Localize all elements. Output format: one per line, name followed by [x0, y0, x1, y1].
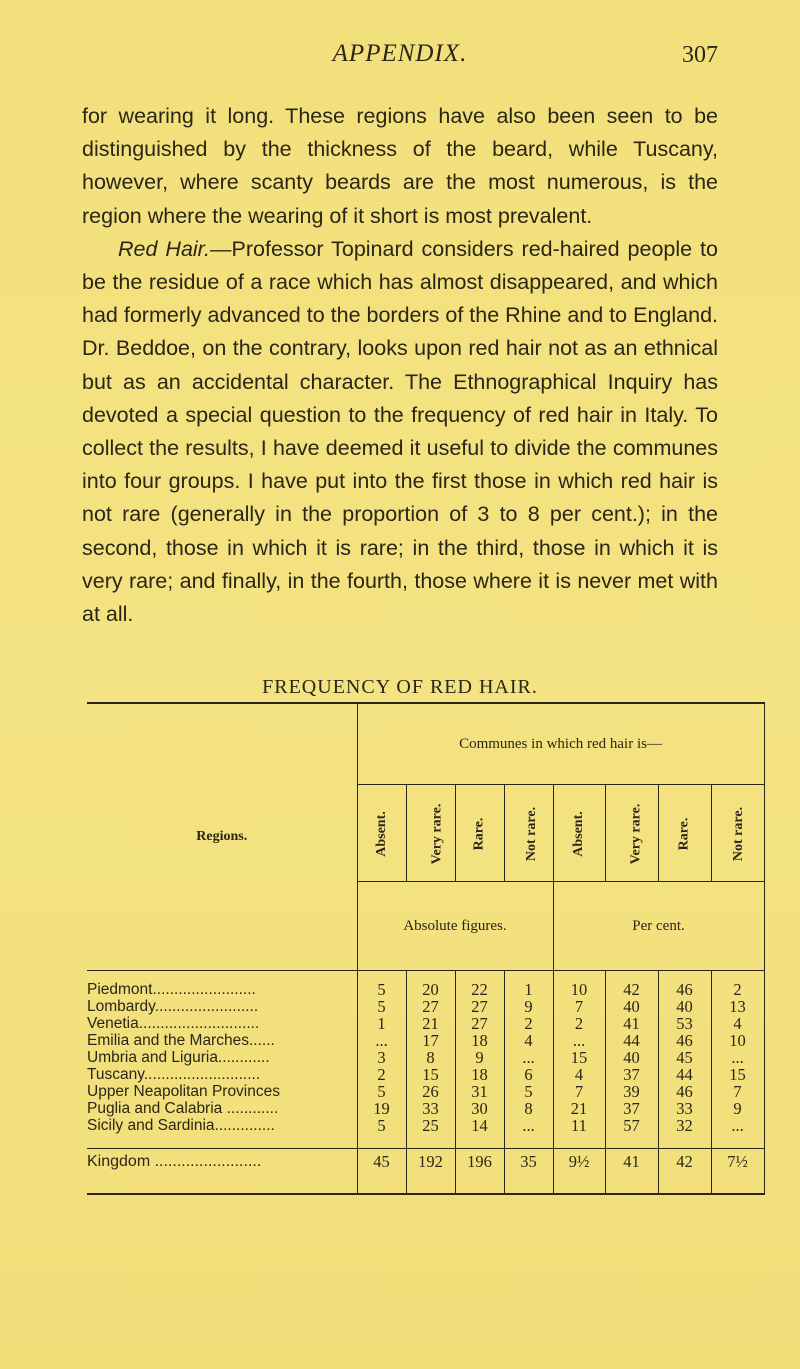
table-row: [87, 1083, 764, 1100]
col-absent-abs: Absent.: [357, 785, 406, 882]
table-cell: 33: [406, 1100, 455, 1117]
table-row: [87, 1049, 764, 1066]
table-cell: 31: [455, 1083, 504, 1100]
per-cent-header: Per cent.: [553, 882, 764, 971]
table-cell: 2: [711, 971, 764, 999]
table-cell: 4: [504, 1032, 553, 1049]
total-row: [87, 1149, 764, 1195]
col-rare-abs: Rare.: [455, 785, 504, 882]
paragraph-red-hair: [82, 233, 718, 631]
communes-header: Communes in which red hair is—: [357, 703, 764, 785]
table-cell: 5: [357, 998, 406, 1015]
paragraph-beard: for wearing it long. These regions have also been seen to be distinguished by the thickness of the beard, while Tuscany, however, where scanty beards are the most numerous, is the region where the wearing of it short is most prevalent.: [82, 104, 718, 228]
table-cell: 37: [605, 1100, 658, 1117]
red-hair-text: —Professor Topinard considers red-haired people to be the residue of a race which has almost disappeared, and which had formerly advanced to the borders of the Rhine and to England. Dr. Beddoe, on the contrary, looks upon red hair not as an ethnical but as an accidental character. The Ethnographical Inquiry has devoted a special question to the frequency of red hair in Italy. To collect the results, I have deemed it useful to divide the communes into four groups. I have put into the first those in which red hair is not rare (generally in the proportion of 3 to 8 per cent.); in the second, those in which it is rare; in the third, those in which it is very rare; and finally, in the fourth, those where it is never met with at all.: [82, 236, 718, 627]
table-cell: 27: [455, 1015, 504, 1032]
region-name: Piedmont........................: [87, 971, 357, 999]
table-cell: 9: [711, 1100, 764, 1117]
table-cell: 7: [553, 998, 605, 1015]
col-very-rare-pct: Very rare.: [605, 785, 658, 882]
region-name: Puglia and Calabria ............: [87, 1100, 357, 1117]
table-cell: 8: [406, 1049, 455, 1066]
region-name: Venetia............................: [87, 1015, 357, 1032]
table-row: [87, 1032, 764, 1049]
region-name: Upper Neapolitan Provinces: [87, 1083, 357, 1100]
table-cell: ...: [504, 1117, 553, 1149]
table-cell: 9: [455, 1049, 504, 1066]
table-cell: 14: [455, 1117, 504, 1149]
table-row: [87, 1066, 764, 1083]
table-cell: 15: [553, 1049, 605, 1066]
table-cell: 21: [406, 1015, 455, 1032]
table-cell: 57: [605, 1117, 658, 1149]
table-row: [87, 998, 764, 1015]
table-cell: 15: [406, 1066, 455, 1083]
table-cell: 4: [553, 1066, 605, 1083]
table-cell: 37: [605, 1066, 658, 1083]
page-number: 307: [682, 42, 718, 68]
table-cell: 46: [658, 1083, 711, 1100]
table-cell: 7½: [711, 1149, 764, 1195]
table-cell: 7: [711, 1083, 764, 1100]
table-cell: ...: [553, 1032, 605, 1049]
table-title: FREQUENCY OF RED HAIR.: [262, 676, 538, 698]
table-row: [87, 1100, 764, 1117]
table-cell: 40: [605, 998, 658, 1015]
table-cell: 5: [357, 1083, 406, 1100]
table-cell: 27: [455, 998, 504, 1015]
table-cell: 26: [406, 1083, 455, 1100]
table-cell: 15: [711, 1066, 764, 1083]
table-cell: 10: [553, 971, 605, 999]
table-cell: 10: [711, 1032, 764, 1049]
table-cell: 9½: [553, 1149, 605, 1195]
table-cell: 22: [455, 971, 504, 999]
table-cell: 5: [357, 1117, 406, 1149]
table-cell: 17: [406, 1032, 455, 1049]
table-cell: 41: [605, 1149, 658, 1195]
region-name: Umbria and Liguria............: [87, 1049, 357, 1066]
table-row: [87, 1117, 764, 1149]
table-cell: 27: [406, 998, 455, 1015]
table-cell: 192: [406, 1149, 455, 1195]
absolute-figures-header: Absolute figures.: [357, 882, 553, 971]
frequency-table: [87, 702, 765, 1195]
table-cell: 2: [553, 1015, 605, 1032]
red-hair-heading: Red Hair.: [118, 236, 211, 261]
table-cell: 33: [658, 1100, 711, 1117]
table-cell: 7: [553, 1083, 605, 1100]
table-cell: 25: [406, 1117, 455, 1149]
table-cell: 21: [553, 1100, 605, 1117]
table-cell: 2: [504, 1015, 553, 1032]
table-cell: 196: [455, 1149, 504, 1195]
table-cell: 4: [711, 1015, 764, 1032]
table-cell: 41: [605, 1015, 658, 1032]
col-not-rare-abs: Not rare.: [504, 785, 553, 882]
running-title: APPENDIX.: [332, 40, 468, 67]
body-text: [82, 100, 718, 631]
table-cell: ...: [711, 1117, 764, 1149]
table-row: [87, 971, 764, 999]
table-cell: ...: [357, 1032, 406, 1049]
table-cell: 44: [605, 1032, 658, 1049]
table-cell: 35: [504, 1149, 553, 1195]
table-cell: 3: [357, 1049, 406, 1066]
table-cell: 18: [455, 1032, 504, 1049]
regions-header: Regions.: [87, 703, 357, 971]
table-cell: 40: [658, 998, 711, 1015]
region-name: Sicily and Sardinia..............: [87, 1117, 357, 1149]
table-cell: 39: [605, 1083, 658, 1100]
table-cell: 13: [711, 998, 764, 1015]
table-cell: 42: [605, 971, 658, 999]
table-body: [87, 971, 764, 1149]
col-very-rare-abs: Very rare.: [406, 785, 455, 882]
table-cell: 1: [357, 1015, 406, 1032]
table-cell: 18: [455, 1066, 504, 1083]
table-cell: 53: [658, 1015, 711, 1032]
table-row: [87, 1015, 764, 1032]
table-cell: ...: [711, 1049, 764, 1066]
table-cell: 32: [658, 1117, 711, 1149]
table-cell: 45: [658, 1049, 711, 1066]
table-cell: 44: [658, 1066, 711, 1083]
table-cell: ...: [504, 1049, 553, 1066]
table-cell: 2: [357, 1066, 406, 1083]
col-absent-pct: Absent.: [553, 785, 605, 882]
region-name: Emilia and the Marches......: [87, 1032, 357, 1049]
region-name: Lombardy........................: [87, 998, 357, 1015]
col-not-rare-pct: Not rare.: [711, 785, 764, 882]
table-cell: 1: [504, 971, 553, 999]
table-cell: 45: [357, 1149, 406, 1195]
table-cell: 11: [553, 1117, 605, 1149]
table-cell: 5: [357, 971, 406, 999]
table-cell: 42: [658, 1149, 711, 1195]
table-cell: 5: [504, 1083, 553, 1100]
table-cell: 46: [658, 1032, 711, 1049]
table-cell: 40: [605, 1049, 658, 1066]
table-cell: 19: [357, 1100, 406, 1117]
col-rare-pct: Rare.: [658, 785, 711, 882]
total-region: Kingdom ........................: [87, 1149, 357, 1195]
table-cell: 20: [406, 971, 455, 999]
table-cell: 46: [658, 971, 711, 999]
table-cell: 30: [455, 1100, 504, 1117]
table-cell: 9: [504, 998, 553, 1015]
table-cell: 8: [504, 1100, 553, 1117]
table-cell: 6: [504, 1066, 553, 1083]
region-name: Tuscany...........................: [87, 1066, 357, 1083]
